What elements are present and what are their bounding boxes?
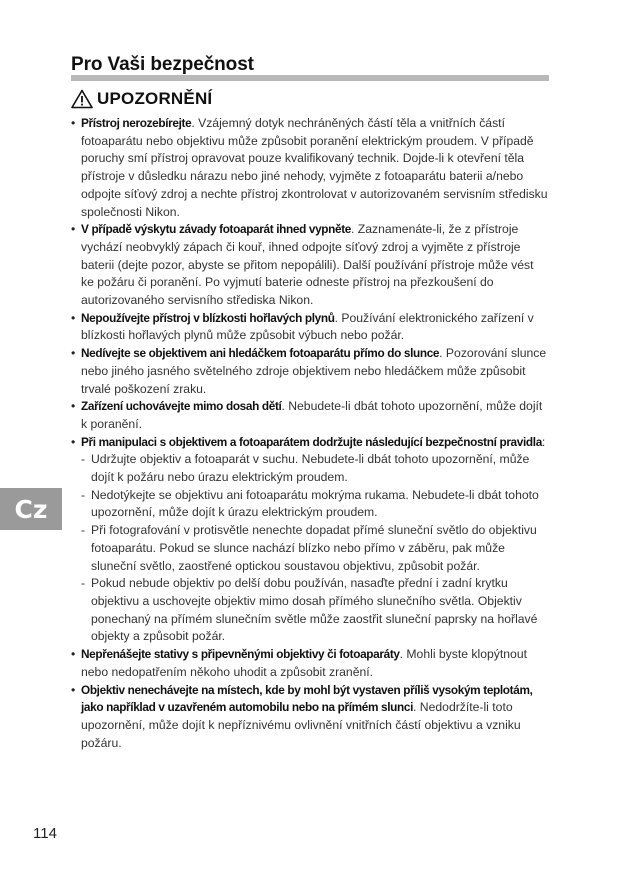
sub-item — [81, 575, 549, 646]
item-text: . Pozorování slunce nebo jiného jasného světelného zdroje objektivem nebo hledáčkem může způsobit trvalé poškození zraku. — [81, 346, 547, 396]
item-lead: Objektiv nenechávejte na místech, kde by mohl být vystaven příliš vysokým teplotám, jako například v uzavřeném automobilu nebo na přímém slunci — [81, 682, 533, 715]
bullet: • — [71, 222, 76, 237]
item-lead: Nepoužívejte přístroj v blízkosti hořlavých plynů — [81, 310, 335, 325]
item-text: . Používání elektronického zařízení v blízkosti hořlavých plynů může způsobit výbuch nebo požár. — [81, 310, 534, 343]
item-text: . Nebudete-li dbát tohoto upozornění, může dojít k poranění. — [81, 399, 543, 431]
list-item — [71, 646, 549, 681]
warning-label: UPOZORNĚNÍ — [97, 89, 213, 108]
sub-item — [81, 451, 549, 486]
sub-item-text: Při fotografování v protisvětle nenechte dopadat přímé sluneční světlo do objektivu fotoaparátu. Pokud se slunce nachází blízko nebo přímo v záběru, pak může sluneční světlo, zaostřené optickou soustavou objektivu, způsobit požár. — [91, 523, 537, 573]
item-text: . Nedodržíte-li toto upozornění, může dojít k nepříznivému ovlivnění vnitřních částí objektivu a vzniku požáru. — [81, 700, 521, 750]
list-item — [71, 682, 549, 753]
bullet: • — [71, 682, 76, 697]
dash: - — [81, 523, 86, 538]
dash: - — [81, 452, 86, 467]
sub-item-text: Udržujte objektiv a fotoaparát v suchu. Nebudete-li dbát tohoto upozornění, může dojít k požáru nebo úrazu elektrickým proudem. — [91, 452, 530, 485]
bullet: • — [71, 399, 76, 414]
list-item — [71, 115, 549, 221]
list-item — [71, 398, 549, 433]
sub-item-text: Pokud nebude objektiv po delší dobu používán, nasaďte přední i zadní krytku objektivu a uschovejte objektiv mimo dosah přímého slunečního světla. Objektiv ponechaný na přímém slunečním světle může zaostřit sluneční paprsky na hořlavé objekty a způsobit požár. — [91, 576, 538, 644]
item-text: . Mohli byste klopýtnout nebo nedopatřením někoho uhodit a způsobit zranění. — [81, 647, 527, 679]
item-text: : — [541, 434, 546, 449]
page-title: Pro Vaši bezpečnost — [71, 54, 254, 75]
item-text: . Vzájemný dotyk nechráněných částí těla a vnitřních částí fotoaparátu nebo objektivu může způsobit poranění elektrickým proudem. V případě poruchy smí přístroj opravovat pouze kvalifikovaný technik. Dojde-li k otevření těla přístroje v důsledku nárazu nebo jiné nehody, vyjměte z fotoaparátu baterii a/nebo odpojte síťový zdroj a nechte přístroj zkontrolovat v autorizovaném servisním středisku společnosti Nikon. — [81, 116, 548, 219]
item-lead: Nepřenášejte stativy s připevněnými objektivy či fotoaparáty — [81, 647, 400, 662]
sub-item — [81, 522, 549, 575]
sub-item — [81, 487, 549, 522]
sub-item-text: Nedotýkejte se objektivu ani fotoaparátu mokrýma rukama. Nebudete-li dbát tohoto upozornění, může dojít k úrazu elektrickým proudem. — [91, 487, 539, 520]
bullet: • — [71, 346, 76, 361]
title-rule — [71, 75, 549, 81]
list-item — [71, 345, 549, 398]
bullet: • — [71, 434, 76, 449]
dash: - — [81, 487, 86, 502]
page-number: 114 — [33, 825, 57, 842]
item-lead: V případě výskytu závady fotoaparát ihned vypněte — [81, 222, 351, 237]
warning-list — [71, 115, 549, 752]
warning-heading — [71, 88, 212, 110]
item-lead: Zařízení uchovávejte mimo dosah dětí — [81, 399, 282, 414]
item-lead: Nedívejte se objektivem ani hledáčkem fotoaparátu přímo do slunce — [81, 346, 440, 361]
item-lead: Přístroj nerozebírejte — [81, 116, 192, 130]
list-item — [71, 310, 549, 345]
dash: - — [81, 576, 86, 591]
warning-icon — [71, 89, 93, 109]
bullet: • — [71, 116, 76, 130]
item-text: . Zaznamenáte-li, že z přístroje vychází neobvyklý zápach či kouř, ihned odpojte síťový zdroj a vyjměte z přístroje baterii (dejte pozor, abyste se přitom nepopálili). Další používání přístroje může vést ke požáru či poranění. Po vyjmutí baterie odneste přístroj na přezkoušení do autorizovaného servisního střediska Nikon. — [81, 222, 534, 308]
list-item — [71, 434, 549, 646]
item-lead: Při manipulaci s objektivem a fotoaparátem dodržujte následující bezpečnostní pravidla — [81, 434, 542, 449]
language-tab: Cz — [0, 488, 62, 530]
list-item — [71, 221, 549, 310]
bullet: • — [71, 310, 76, 325]
bullet: • — [71, 647, 76, 662]
